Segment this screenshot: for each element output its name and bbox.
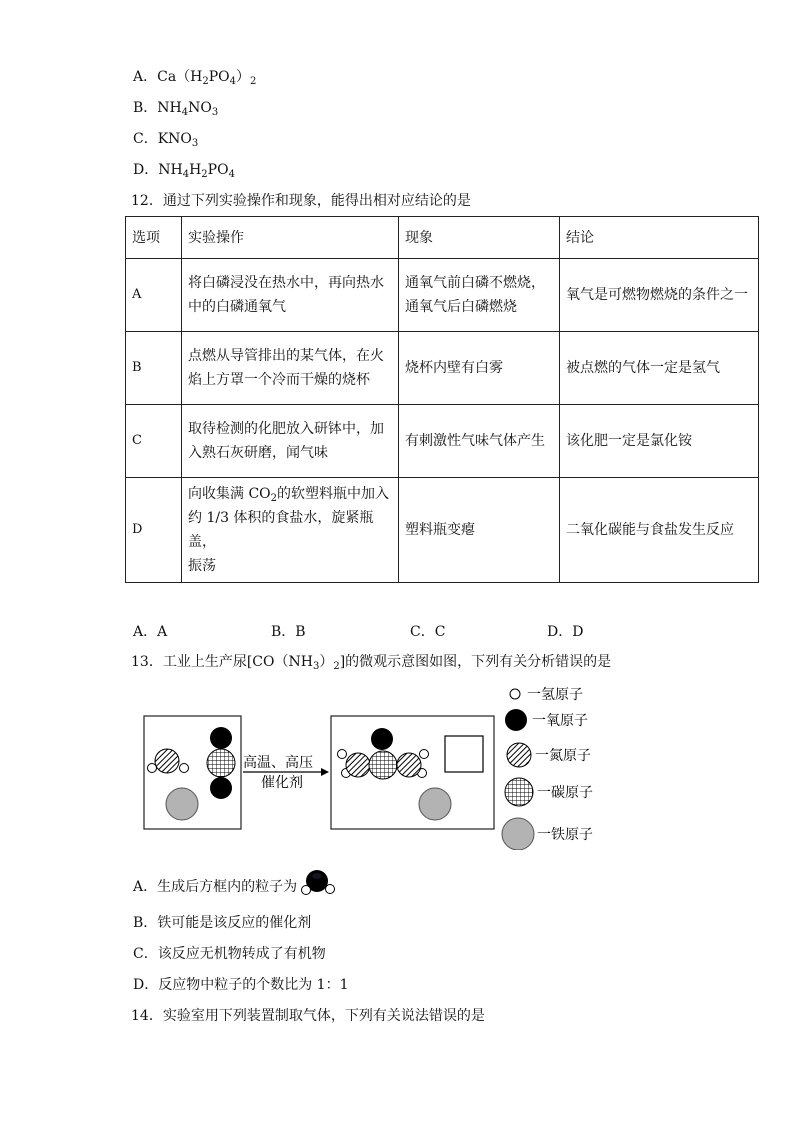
header-cell: 结论 [560,217,759,259]
legend [502,687,593,850]
legend-iron: 一铁原子 [537,827,593,843]
answer-b: B．B [271,624,306,640]
q11-option-b: B．$NH_4NO_3$ [133,100,219,118]
q13-option-a: A．生成后方框内的粒子为 [133,879,298,895]
conclusion-cell: 氧气是可燃物燃烧的条件之一 [560,259,759,332]
option-cell: C [126,405,182,478]
q11-option-c: C．$KNO_3$ [133,131,199,149]
table-row [126,478,759,583]
operation-cell: 取待检测的化肥放入研钵中，加 入熟石灰研磨，闻气味 [182,405,399,478]
reaction-diagram [140,680,610,850]
q14-stem: 14．实验室用下列装置制取气体，下列有关说法错误的是 [131,1008,485,1024]
phenomenon-cell: 烧杯内壁有白雾 [399,332,560,405]
iron-atom-icon [502,818,534,850]
header-cell: 现象 [399,217,560,259]
conclusion-cell: 该化肥一定是氯化铵 [560,405,759,478]
q12-answers [133,621,633,641]
conclusion-cell: 被点燃的气体一定是氢气 [560,332,759,405]
q11-option-a: A．$Ca(H_2PO_4)_2$ [133,69,257,87]
option-cell: D [126,478,182,583]
header-cell: 选项 [126,217,182,259]
table-row [126,332,759,405]
legend-hydrogen: 一氢原子 [527,687,583,703]
q13-option-d: D．反应物中粒子的个数比为 1：1 [133,977,349,993]
conclusion-cell: 二氧化碳能与食盐发生反应 [560,478,759,583]
q13-stem: 13．工业上生产尿$[CO(NH_3)_2]$的微观示意图如图，下列有关分析错误的是 [131,654,612,672]
answer-d: D．D [547,624,584,640]
water-molecule-icon [300,868,340,898]
arrow-condition-top: 高温、高压 [243,755,313,771]
operation-cell: 将白磷浸没在热水中，再向热水 中的白磷通氧气 [182,259,399,332]
phenomenon-cell: 通氧气前白磷不燃烧， 通氧气后白磷燃烧 [399,259,560,332]
option-cell: B [126,332,182,405]
operation-cell: 点燃从导管排出的某气体，在火 焰上方罩一个冷而干燥的烧杯 [182,332,399,405]
q13-option-b: B．铁可能是该反应的催化剂 [133,915,312,931]
table-row [126,259,759,332]
table-row [126,405,759,478]
iron-atom [166,788,198,820]
q12-stem: 12．通过下列实验操作和现象，能得出相对应结论的是 [131,193,471,209]
phenomenon-cell: 塑料瓶变瘪 [399,478,560,583]
hydrogen-atom-icon [510,689,520,699]
answer-a: A．A [133,624,168,640]
carbon-atom-icon [505,778,533,806]
answer-c: C．C [410,624,446,640]
legend-carbon: 一碳原子 [537,785,593,801]
arrow-condition-bottom: 催化剂 [261,775,303,791]
nitrogen-atom-icon [507,743,531,767]
option-cell: A [126,259,182,332]
operation-cell: 向收集满 $CO_2$的软塑料瓶中加入 约 1/3 体积的食盐水，旋紧瓶盖， 振荡 [182,478,399,583]
empty-product-square [445,736,483,772]
phenomenon-cell: 有刺激性气味气体产生 [399,405,560,478]
oxygen-atom-icon [505,709,527,731]
experiment-table [125,216,759,583]
q13-option-c: C．该反应无机物转成了有机物 [133,946,326,962]
legend-oxygen: 一氧原子 [532,713,588,729]
carbon-dioxide-molecule [207,727,235,799]
iron-atom [419,788,451,820]
header-cell: 实验操作 [182,217,399,259]
q11-option-d: D．$NH_4H_2PO_4$ [133,162,235,180]
table-header-row [126,217,759,259]
legend-nitrogen: 一氮原子 [535,748,591,764]
